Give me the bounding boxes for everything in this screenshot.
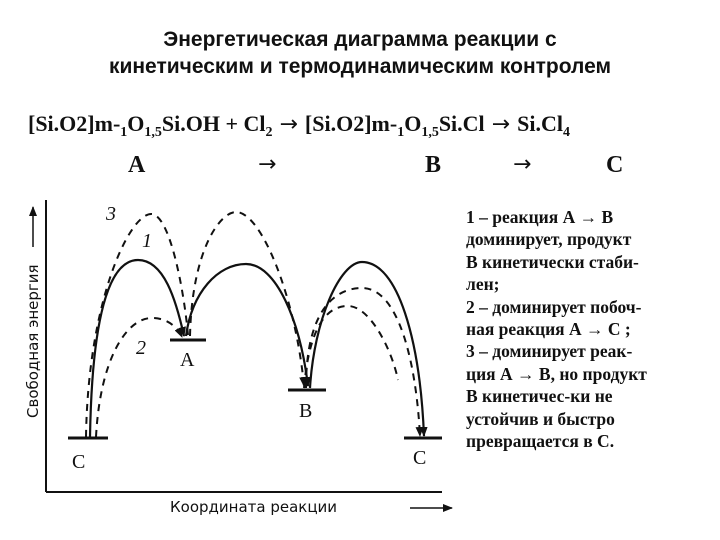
level-label-b: B [299, 400, 313, 422]
legend-line: превращается в С. [466, 431, 615, 452]
level-label-c-left: C [72, 451, 86, 473]
legend-line: 2 – доминирует побоч- [466, 296, 642, 317]
level-label-c-right: C [413, 447, 427, 469]
scheme-arrow-1: → [258, 152, 277, 177]
eq-part: Si.Cl [517, 111, 563, 136]
title-line-1: Энергетическая диаграмма реакции с [163, 28, 557, 51]
eq-subscript: 1,5 [421, 125, 439, 140]
curve-2-a-to-c [96, 318, 182, 437]
eq-part: O [127, 111, 145, 136]
eq-subscript: 4 [562, 125, 570, 140]
curve-3-a-to-b [190, 212, 304, 386]
eq-subscript: 1 [397, 125, 405, 140]
scheme-a: A [128, 152, 146, 178]
legend-line: доминирует, продукт [466, 229, 632, 250]
legend-line: 1 – реакция А → В [466, 207, 614, 227]
eq-part: Si.Cl [438, 111, 485, 136]
y-axis-label: Свободная энергия [24, 264, 42, 418]
scheme-c: C [606, 152, 624, 178]
eq-part: [Si.O2]m- [304, 111, 398, 136]
eq-subscript: 2 [265, 125, 273, 140]
eq-subscript: 1,5 [144, 125, 162, 140]
legend-line: В кинетичес-ки не [466, 386, 613, 407]
curve-3-a-to-c [86, 214, 188, 437]
curve-number-1: 1 [142, 230, 152, 252]
eq-arrow: → [272, 112, 305, 137]
curve-1-a-to-b [186, 264, 308, 386]
legend-line: В кинетически стаби- [466, 251, 639, 272]
legend-line: 3 – доминирует реак- [466, 341, 633, 362]
scheme-b: B [425, 152, 442, 178]
level-label-a: A [180, 349, 195, 371]
curve-number-3: 3 [106, 203, 116, 225]
eq-part: [Si.O2]m- [28, 111, 121, 136]
curve-number-2: 2 [136, 337, 146, 359]
legend-line: ция А → В, но продукт [466, 363, 647, 384]
eq-part: O [404, 111, 422, 136]
scheme-arrow-2: → [513, 152, 532, 177]
legend [466, 206, 718, 452]
legend-line: ная реакция А → С ; [466, 319, 631, 340]
eq-subscript: 1 [120, 125, 128, 140]
legend-line: лен; [466, 274, 500, 295]
eq-part: Si.OH + Cl [161, 111, 266, 136]
legend-line: устойчив и быстро [466, 408, 615, 429]
x-axis-label: Координата реакции [170, 498, 338, 516]
title-line-2: кинетическим и термодинамическим контролем [108, 55, 612, 78]
eq-arrow: → [484, 112, 518, 137]
